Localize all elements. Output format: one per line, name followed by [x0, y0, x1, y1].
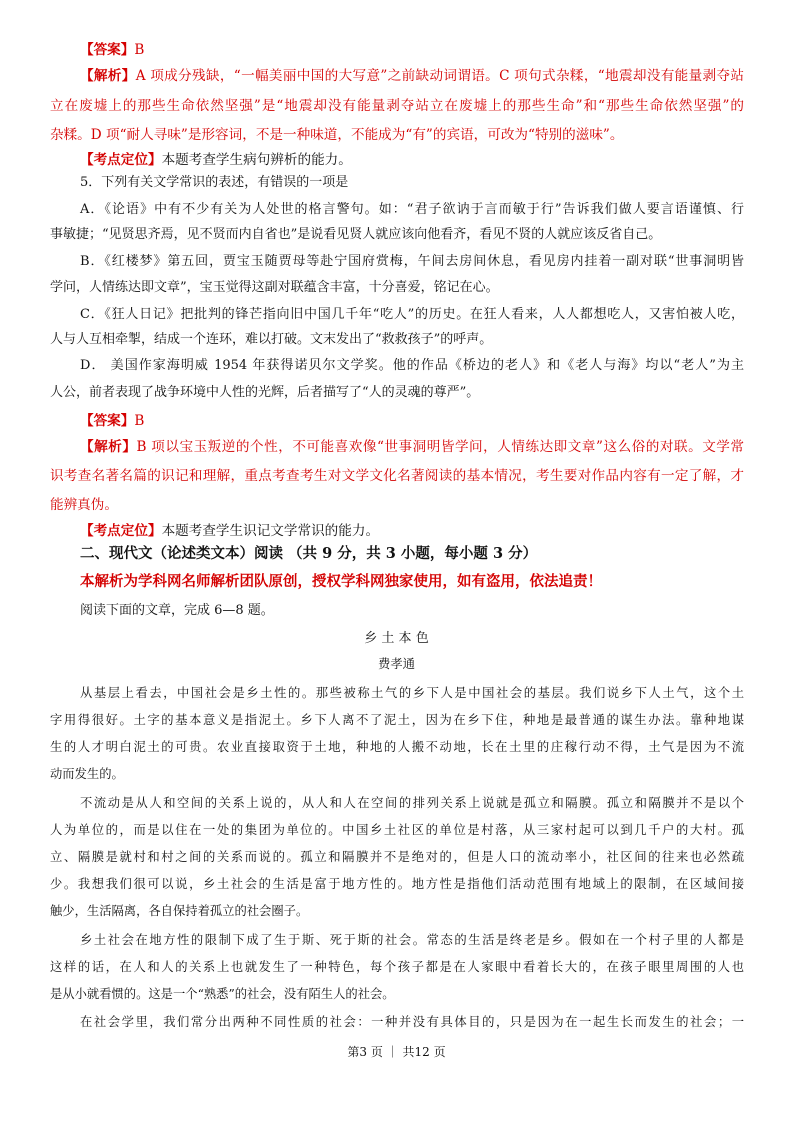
q4-answer: [80, 38, 144, 58]
article-title: 乡 土 本 色: [364, 631, 429, 646]
answer-tag: 【答案】: [80, 42, 135, 58]
article-line: 是从小就看惯的。这是一个“熟悉”的社会，没有陌生人的社会。: [50, 987, 395, 1001]
q5-option-b-line-1: B．《红楼梦》第五回，贾宝玉随贾母等赴宁国府赏梅，午间去房间休息，看见房内挂着一副对联“世事洞明皆: [80, 254, 744, 269]
q5-option-d-line-2: 人公，前者表现了战争环境中人性的光辉，后者描写了“人的灵魂的尊严”。: [50, 385, 480, 400]
q5-stem: 5．下列有关文学常识的表述，有错误的一项是: [80, 175, 349, 190]
article-line: 乡土社会在地方性的限制下成了生于斯、死于斯的社会。常态的生活是终老是乡。假如在一个村子里的人都是: [80, 933, 744, 947]
page-footer: 第3 页 ｜ 共12 页: [347, 1045, 446, 1059]
q5-option-c-line-1: C．《狂人日记》把批判的锋芒指向旧中国几千年“吃人”的历史。在狂人看来，人人都想吃人，又害怕被人吃，: [80, 307, 744, 322]
copyright-notice: 本解析为学科网名师解析团队原创，授权学科网独家使用，如有盗用，依法追责！: [80, 573, 602, 590]
q4-analysis-line-1: 【解析】A 项成分残缺，“一幅美丽中国的大写意”之前缺动词谓语。C 项句式杂糅，“地震却没有能量剥夺站: [80, 68, 744, 84]
article-line: 在社会学里，我们常分出两种不同性质的社会：一种并没有具体目的，只是因为在一起生长而发生的社会；一: [80, 1015, 744, 1029]
q5-answer: [80, 409, 144, 429]
analysis-tag: 【解析】: [80, 68, 136, 84]
article-line: 人为单位的，而是以住在一处的集团为单位的。中国乡土社区的单位是村落，从三家村起可以到几千户的大村。孤: [50, 823, 744, 837]
point-tag: 【考点定位】: [80, 523, 162, 539]
analysis-tag: 【解析】: [80, 439, 137, 455]
point-tag: 【考点定位】: [80, 152, 162, 168]
q5-analysis-line-3: 能辨真伪。: [50, 497, 118, 513]
q5-analysis-line-1: 【解析】B 项以宝玉叛逆的个性，不可能喜欢像“世事洞明皆学问，人情练达即文章”这么俗的对联。文学常: [80, 439, 745, 455]
article-line: 字用得很好。土字的基本意义是指泥土。乡下人离不了泥土，因为在乡下住，种地是最普通的谋生办法。靠种地谋: [50, 713, 744, 727]
article-line: 不流动是从人和空间的关系上说的，从人和人在空间的排列关系上说就是孤立和隔膜。孤立和隔膜并不是以个: [80, 796, 744, 810]
article-author: 费孝通: [378, 657, 415, 671]
q5-option-b-line-2: 学问，人情练达即文章”，宝玉觉得这副对联蕴含丰富，十分喜爱，铭记在心。: [50, 280, 499, 295]
section-heading: 二、现代文（论述类文本）阅读 （共 9 分，共 3 小题，每小题 3 分）: [80, 545, 538, 562]
article-line: 触少，生活隔离，各自保持着孤立的社会圈子。: [50, 904, 309, 918]
answer-value: B: [134, 42, 145, 58]
article-line: 动而发生的。: [50, 767, 124, 781]
q4-analysis-line-3: 杂糅。D 项“耐人寻味”是形容词，不是一种味道，不能成为“有”的宾语，可改为“特别的滋味”。: [50, 127, 624, 143]
article-line: 少。我想我们很可以说，乡土社会的生活是富于地方性的。地方性是指他们活动范围有地域上的限制，在区域间接: [50, 877, 744, 891]
q5-analysis-line-2: 识考查名著名篇的识记和理解，重点考查考生对文学文化名著阅读的基本情况，考生要对作品内容有一定了解，才: [50, 468, 744, 484]
q4-analysis-line-2: 立在废墟上的那些生命依然坚强”是“地震却没有能量剥夺站立在废墟上的那些生命”和“那些生命依然坚强”的: [50, 98, 744, 114]
q5-option-c-line-2: 人与人互相牵掣，结成一个连环，难以打破。文末发出了“救救孩子”的呼声。: [50, 332, 493, 347]
q5-option-d-line-1: D． 美国作家海明威 1954 年获得诺贝尔文学奖。他的作品《桥边的老人》和《老人与海》均以“老人”为主: [80, 358, 744, 373]
q5-option-a-line-1: A．《论语》中有不少有关为人处世的格言警句。如：“君子欲讷于言而敏于行”告诉我们做人要言语谨慎、行: [80, 202, 744, 217]
q4-point: 【考点定位】本题考查学生病句辨析的能力。: [80, 152, 352, 168]
article-line: 立、隔膜是就村和村之间的关系而说的。孤立和隔膜并不是绝对的，但是人口的流动率小，社区间的往来也必然疏: [50, 850, 744, 864]
reading-instruction: 阅读下面的文章，完成 6—8 题。: [80, 603, 274, 618]
article-line: 从基层上看去，中国社会是乡土性的。那些被称土气的乡下人是中国社会的基层。我们说乡下人土气，这个土: [80, 686, 744, 700]
q5-option-a-line-2: 事敏捷；“见贤思齐焉，见不贤而内自省也”是说看见贤人就应该向他看齐，看见不贤的人就应该反省自己。: [50, 227, 662, 242]
answer-tag: 【答案】: [80, 413, 135, 429]
article-line: 这样的话，在人和人的关系上也就发生了一种特色，每个孩子都是在人家眼中看着长大的，在孩子眼里周围的人也: [50, 960, 744, 974]
article-line: 生的人才明白泥土的可贵。农业直接取资于土地，种地的人搬不动地，长在土里的庄稼行动不得，土气是因为不流: [50, 740, 744, 754]
q5-point: 【考点定位】本题考查学生识记文学常识的能力。: [80, 523, 380, 539]
answer-value: B: [134, 413, 145, 429]
